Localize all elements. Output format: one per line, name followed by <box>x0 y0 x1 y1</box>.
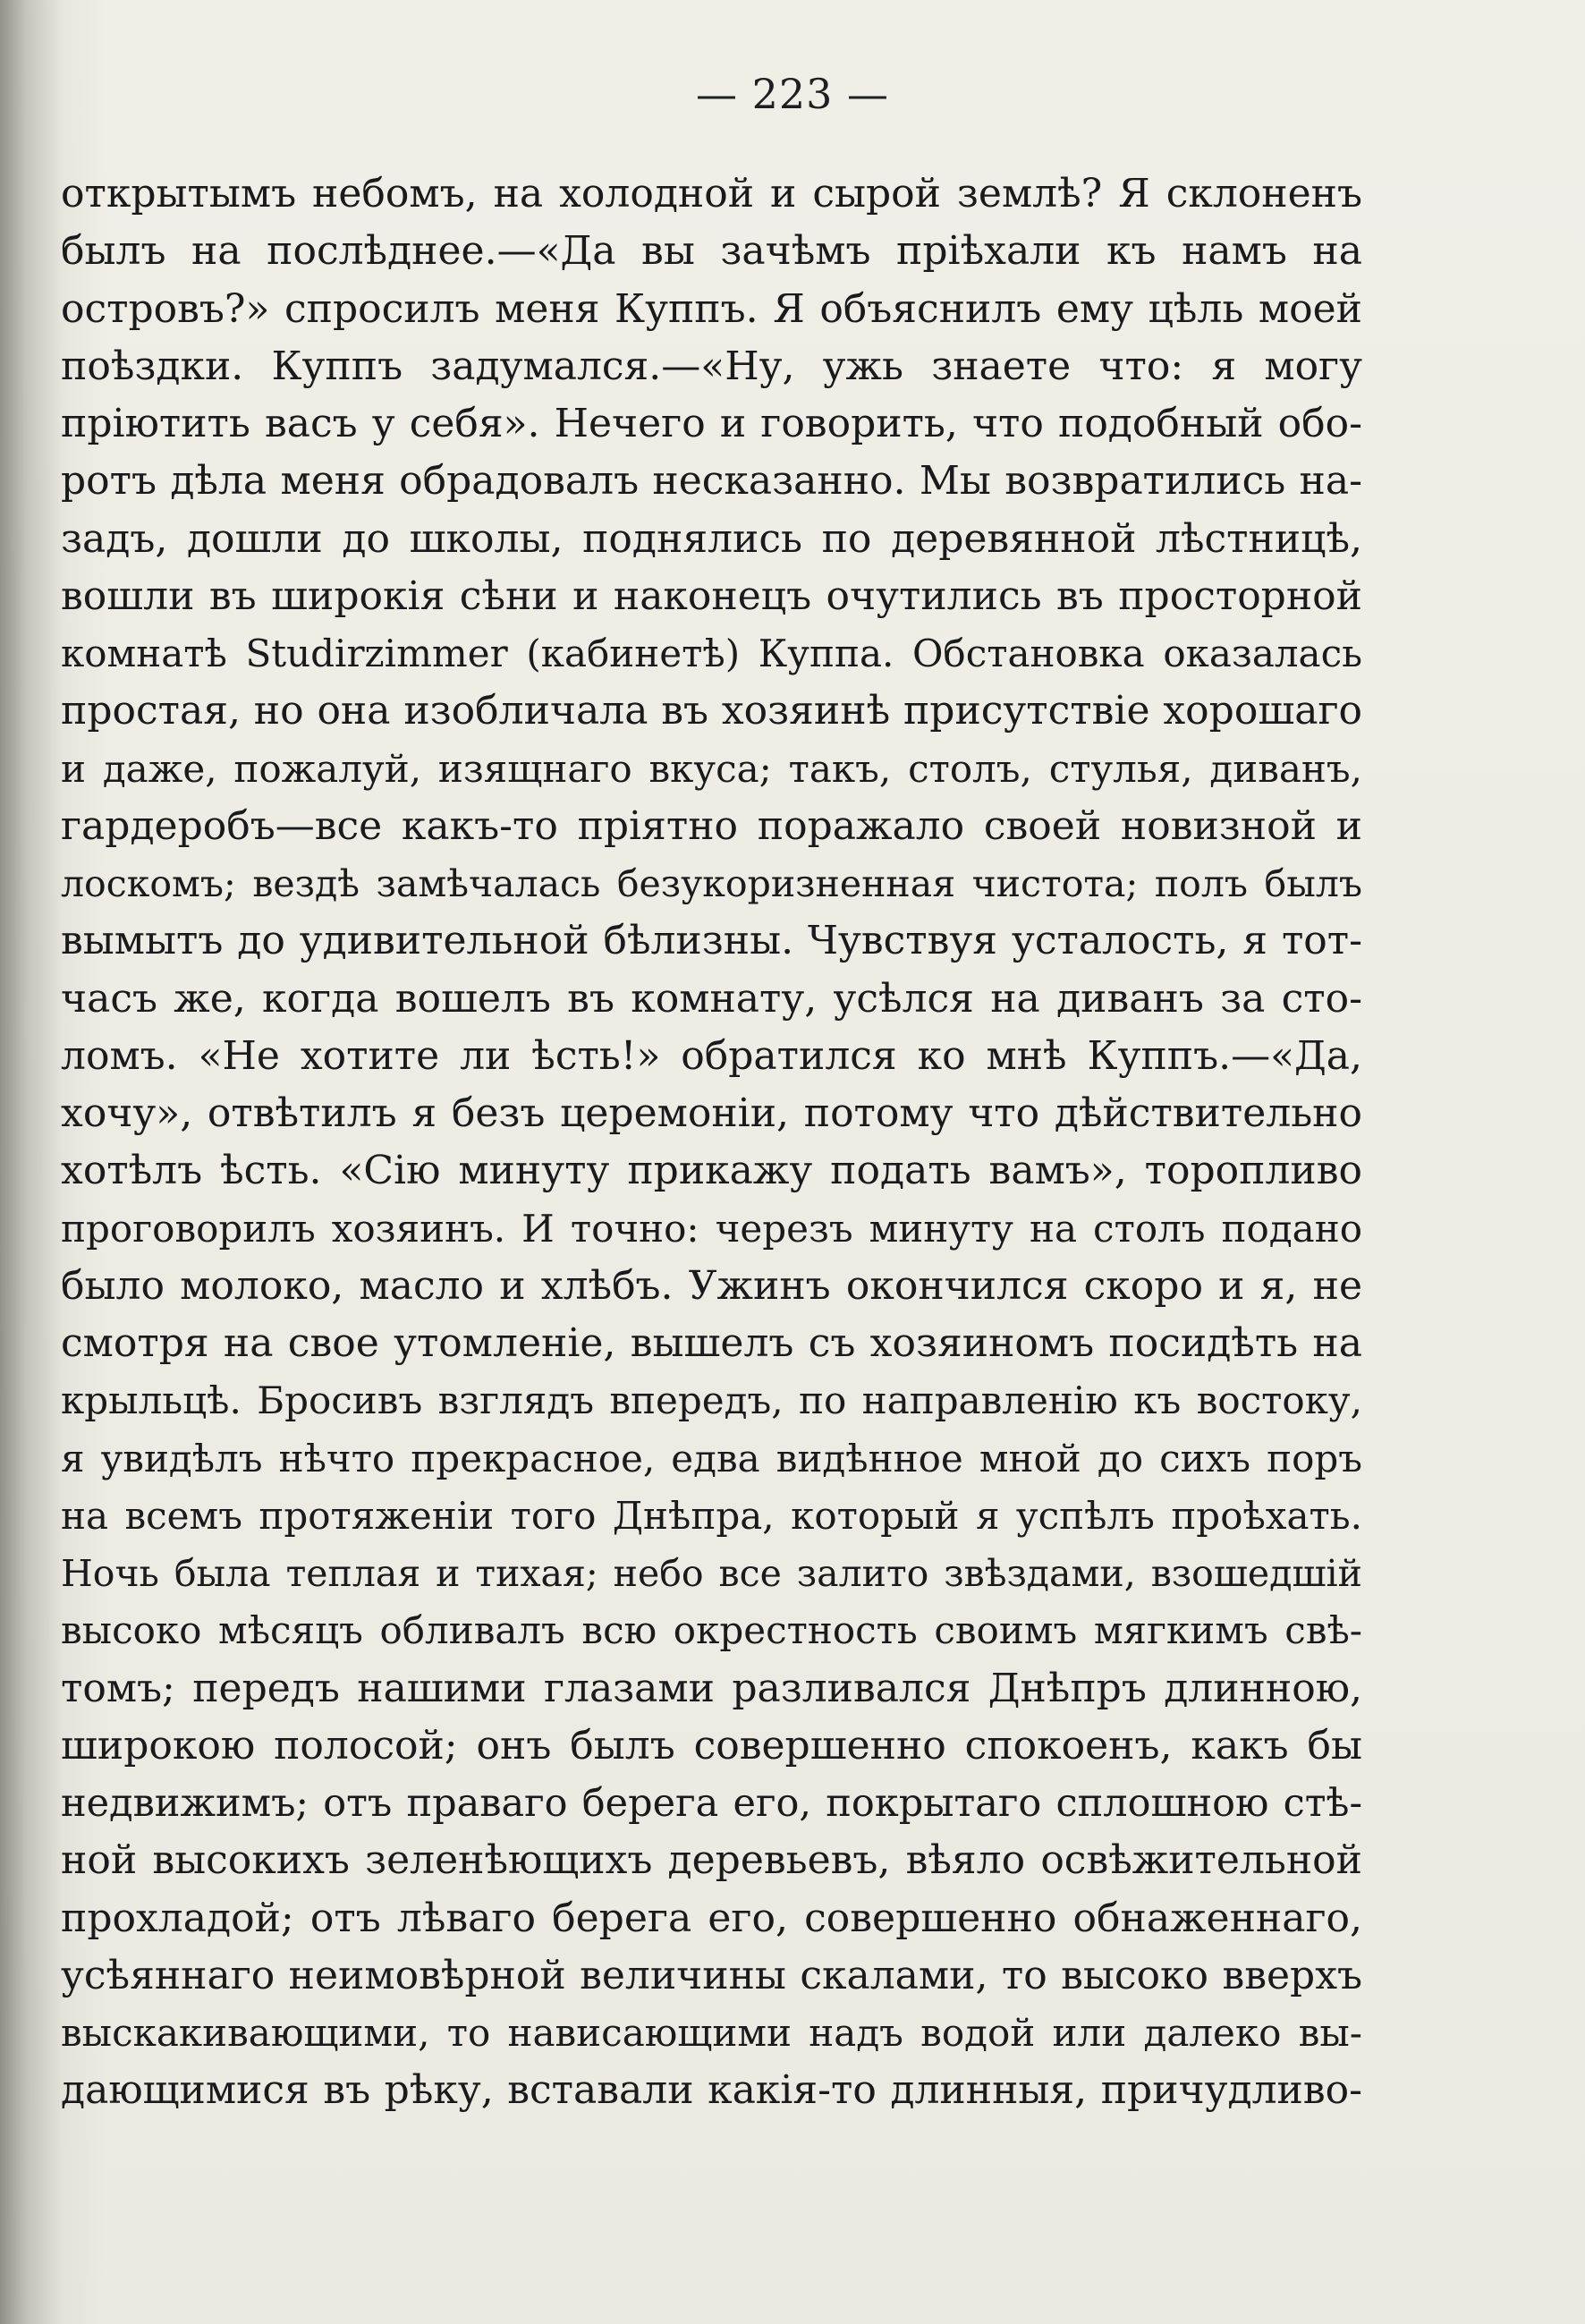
text-line: дающимися въ рѣку, вставали какія-то длинныя, причудливо- <box>61 2067 1362 2114</box>
text-line: задъ, дошли до школы, поднялись по деревянной лѣстницѣ, <box>61 515 1362 562</box>
text-line: простая, но она изобличала въ хозяинѣ присутствіе хорошаго <box>61 688 1362 734</box>
text-line: былъ на послѣднее.—«Да вы зачѣмъ пріѣхали къ намъ на <box>61 228 1362 275</box>
text-line: поѣздки. Куппъ задумался.—«Ну, ужь знаете что: я могу <box>61 343 1362 389</box>
text-line: вошли въ широкія сѣни и наконецъ очутились въ просторной <box>61 573 1362 619</box>
text-line: крыльцѣ. Бросивъ взглядъ впередъ, по направленію къ востоку, <box>61 1378 1362 1423</box>
text-line: часъ же, когда вошелъ въ комнату, усѣлся на диванъ за сто- <box>61 975 1362 1022</box>
text-line: хочу», отвѣтилъ я безъ церемоніи, потому что дѣйствительно <box>61 1090 1362 1136</box>
text-line: хотѣлъ ѣсть. «Сію минуту прикажу подать вамъ», торопливо <box>61 1148 1362 1194</box>
text-line: ной высокихъ зеленѣющихъ деревьевъ, вѣяло освѣжительной <box>61 1837 1362 1884</box>
text-line: усѣяннаго неимовѣрной величины скалами, то высоко вверхъ <box>61 1952 1362 1998</box>
page-number: — 223 — <box>695 70 890 118</box>
text-line: островъ?» спросилъ меня Куппъ. Я объяснилъ ему цѣль моей <box>61 285 1362 332</box>
text-line: выскакивающими, то нависающими надъ водой или далеко вы- <box>61 2011 1362 2055</box>
text-line: ломъ. «Не хотите ли ѣсть!» обратился ко мнѣ Куппъ.—«Да, <box>61 1032 1362 1079</box>
text-line: широкою полосой; онъ былъ совершенно спокоенъ, какъ бы <box>61 1722 1362 1768</box>
text-line: Ночь была теплая и тихая; небо все залито звѣздами, взошедшій <box>61 1552 1362 1595</box>
text-line: лоскомъ; вездѣ замѣчалась безукоризненная чистота; полъ былъ <box>61 862 1362 905</box>
text-line: томъ; передъ нашими глазами разливался Днѣпръ длинною, <box>61 1665 1362 1711</box>
body-text <box>61 165 1362 2120</box>
text-line: я увидѣлъ нѣчто прекрасное, едва видѣнное мной до сихъ поръ <box>61 1436 1362 1480</box>
text-line: комнатѣ Studirzimmer (кабинетѣ) Куппа. Обстановка оказалась <box>61 632 1362 675</box>
text-line: пріютить васъ у себя». Нечего и говорить, что подобный обо- <box>61 401 1362 446</box>
text-line: проговорилъ хозяинъ. И точно: черезъ минуту на столъ подано <box>61 1206 1362 1251</box>
text-line: гардеробъ—все какъ-то пріятно поражало своей новизной и <box>61 802 1362 849</box>
text-line: вымытъ до удивительной бѣлизны. Чувствуя усталость, я тот- <box>61 918 1362 964</box>
text-line: и даже, пожалуй, изящнаго вкуса; такъ, столъ, стулья, диванъ, <box>61 746 1362 791</box>
text-line: ротъ дѣла меня обрадовалъ несказанно. Мы возвратились на- <box>61 458 1362 505</box>
text-line: прохладой; отъ лѣваго берега его, совершенно обнаженнаго, <box>61 1895 1362 1941</box>
text-line: высоко мѣсяцъ обливалъ всю окрестность своимъ мягкимъ свѣ- <box>61 1608 1362 1653</box>
text-line: открытымъ небомъ, на холодной и сырой землѣ? Я склоненъ <box>61 171 1362 216</box>
text-line: недвижимъ; отъ праваго берега его, покрытаго сплошною стѣ- <box>61 1781 1362 1826</box>
text-line: было молоко, масло и хлѣбъ. Ужинъ окончился скоро и я, не <box>61 1262 1362 1309</box>
text-line: смотря на свое утомленіе, вышелъ съ хозяиномъ посидѣть на <box>61 1320 1362 1366</box>
text-line: на всемъ протяженіи того Днѣпра, который я успѣлъ проѣхать. <box>61 1493 1362 1538</box>
